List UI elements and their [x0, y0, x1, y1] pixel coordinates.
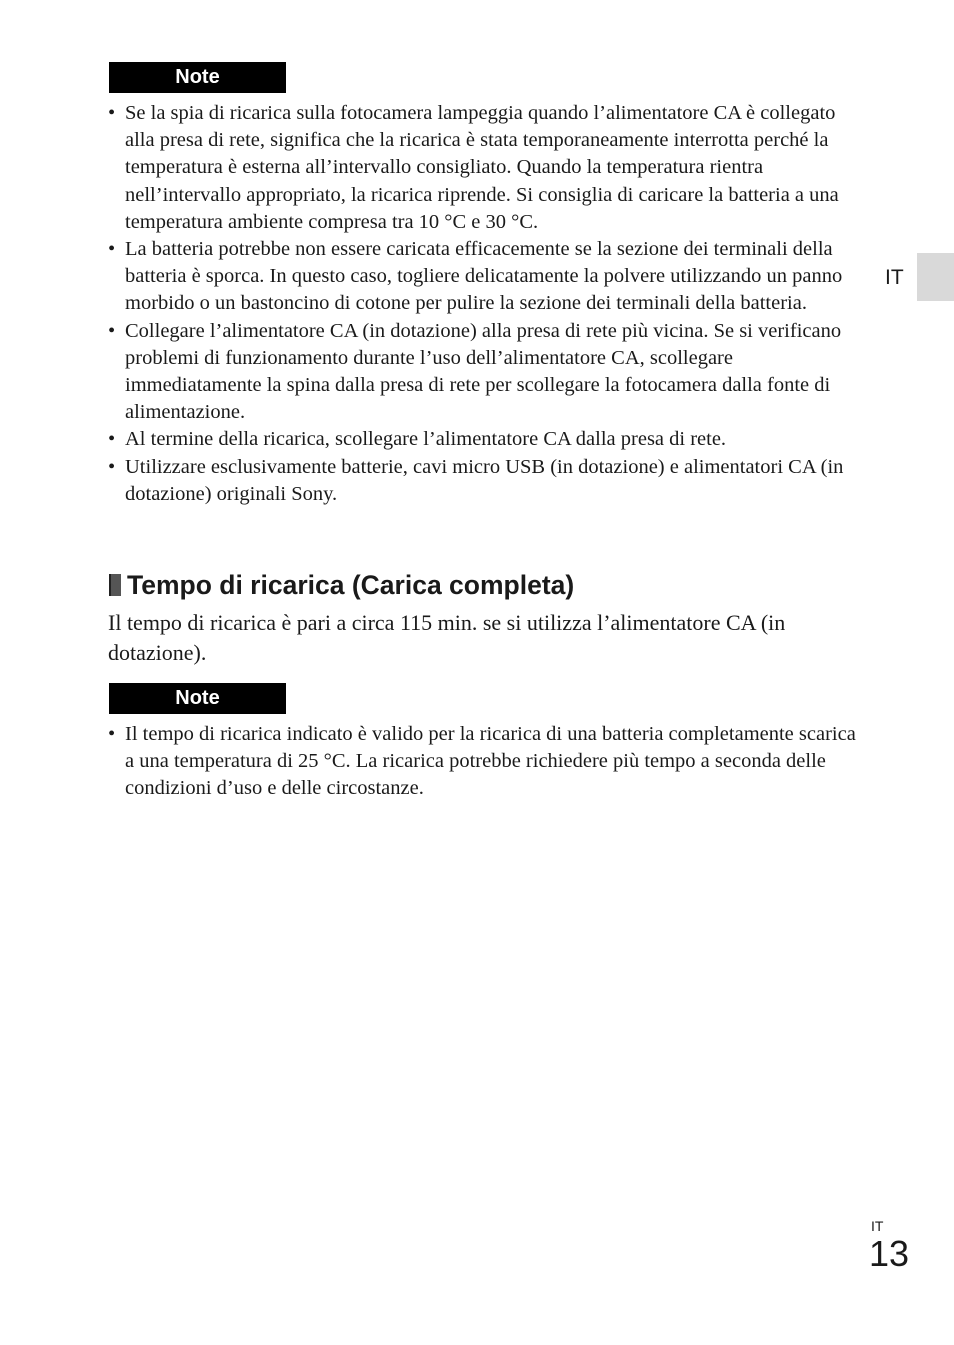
- note-label: Note: [109, 62, 286, 93]
- list-item-text: Se la spia di ricarica sulla fotocamera lampeggia quando l’alimentatore CA è collegato alla presa di rete, significa che la ricarica è stata temporaneamente interrotta perché la temperatura è esterna all’intervallo consigliato. Quando la temperatura rientra nell’intervallo appropriato, la ricarica riprende. Si consiglia di caricare la batteria a una temperatura ambiente compresa tra 10 °C e 30 °C.: [125, 102, 839, 233]
- section-heading-text: Tempo di ricarica (Carica completa): [127, 570, 575, 600]
- list-item: [108, 236, 860, 318]
- page-number: 13: [869, 1233, 910, 1274]
- bullet-icon: •: [108, 319, 116, 342]
- list-item-text: Il tempo di ricarica indicato è valido per la ricarica di una batteria completamente scarica a una temperatura di 25 °C. La ricarica potrebbe richiedere più tempo a seconda delle condizioni d’uso e delle circostanze.: [125, 723, 856, 800]
- note-label: Note: [109, 683, 286, 714]
- side-tab-label: IT: [885, 266, 904, 289]
- list-item-text: La batteria potrebbe non essere caricata efficacemente se la sezione dei terminali della batteria è sporca. In questo caso, togliere delicatamente la polvere utilizzando un panno morbido o un bastoncino di cotone per pulire la sezione dei terminali della batteria.: [125, 238, 843, 315]
- list-item-text: Al termine della ricarica, scollegare l’alimentatore CA dalla presa di rete.: [125, 428, 727, 451]
- list-item-text: Utilizzare esclusivamente batterie, cavi micro USB (in dotazione) e alimentatori CA (in dotazione) originali Sony.: [125, 455, 844, 505]
- list-item: [108, 100, 860, 236]
- note-list: [108, 100, 860, 508]
- bullet-icon: •: [108, 428, 116, 451]
- bullet-icon: •: [108, 238, 116, 261]
- section-heading: [109, 568, 574, 602]
- section-body: Il tempo di ricarica è pari a circa 115 min. se si utilizza l’alimentatore CA (in dotazione).: [108, 610, 786, 665]
- note-list: [108, 721, 860, 803]
- bullet-icon: •: [108, 102, 116, 124]
- list-item: [108, 318, 860, 427]
- list-item-text: Collegare l’alimentatore CA (in dotazione) alla presa di rete più vicina. Se si verificano problemi di funzionamento durante l’uso dell’alimentatore CA, scollegare immediatamente la spina dalla presa di rete per scollegare la fotocamera dalla fonte di alimentazione.: [125, 319, 842, 424]
- side-tab: [917, 253, 954, 301]
- page-language: IT: [871, 1218, 884, 1234]
- bullet-icon: •: [108, 723, 116, 745]
- section-marker-icon: [109, 574, 121, 596]
- list-item: [108, 721, 860, 803]
- bullet-icon: •: [108, 455, 116, 478]
- list-item: [108, 426, 860, 453]
- list-item: [108, 454, 860, 508]
